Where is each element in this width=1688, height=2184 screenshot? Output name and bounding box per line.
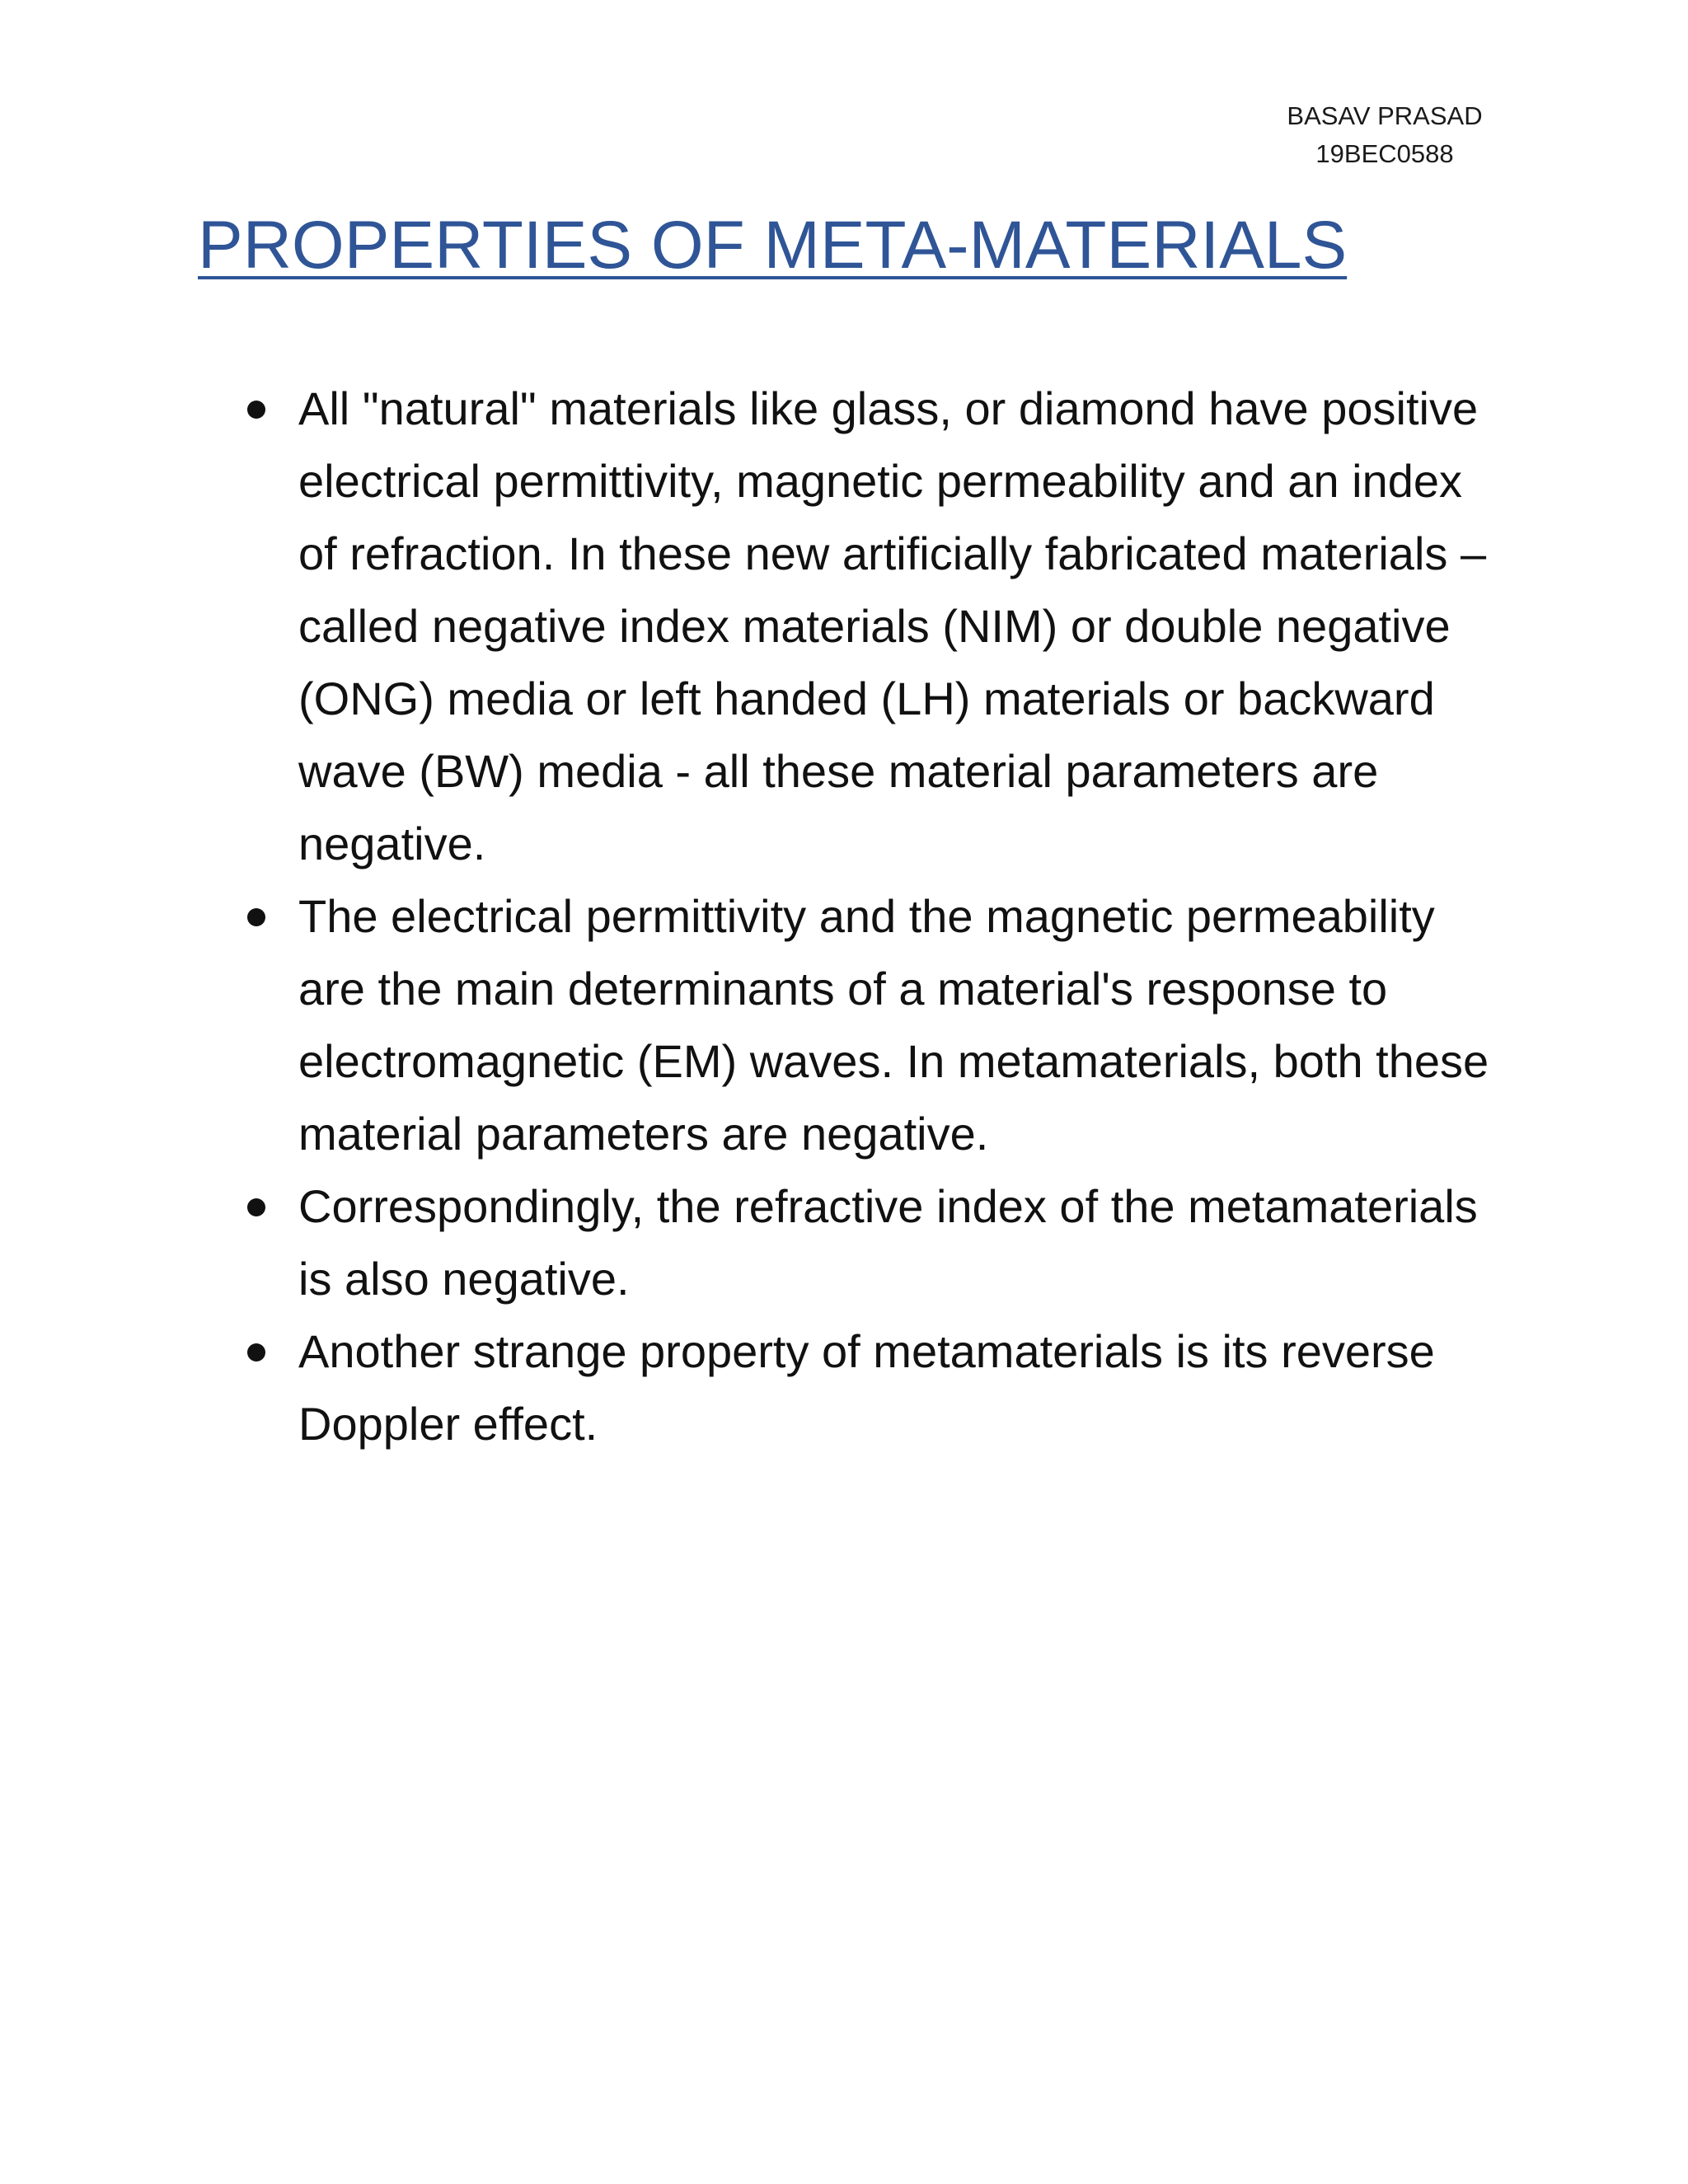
bullet-text: Another strange property of metamaterials is its reverse Doppler effect.: [298, 1325, 1435, 1450]
page-title: PROPERTIES OF META-MATERIALS: [198, 208, 1348, 283]
bullet-text: Correspondingly, the refractive index of the metamaterials is also negative.: [298, 1180, 1478, 1305]
bullet-item: [247, 880, 1500, 1170]
bullet-text: The electrical permittivity and the magnetic permeability are the main determinants of a material's response to electromagnetic (EM) waves. In metamaterials, both these material parameters are negative.: [298, 890, 1489, 1160]
bullet-text: All "natural" materials like glass, or diamond have positive electrical permittivity, magnetic permeability and an index of refraction. In these new artificially fabricated materials – called negative index materials (NIM) or double negative (ONG) media or left handed (LH) materials or backward wave (BW) media - all these material parameters are negative.: [298, 382, 1487, 869]
author-name: BASAV PRASAD: [1287, 101, 1483, 130]
bullet-item: [247, 373, 1500, 880]
bullet-dot-icon: [247, 1198, 265, 1216]
author-block: [1261, 97, 1508, 173]
bullet-dot-icon: [247, 908, 265, 926]
bullet-list: [247, 373, 1500, 1460]
student-id: 19BEC0588: [1315, 139, 1454, 168]
bullet-item: [247, 1315, 1500, 1460]
bullet-dot-icon: [247, 401, 265, 419]
bullet-item: [247, 1170, 1500, 1315]
bullet-dot-icon: [247, 1343, 265, 1361]
